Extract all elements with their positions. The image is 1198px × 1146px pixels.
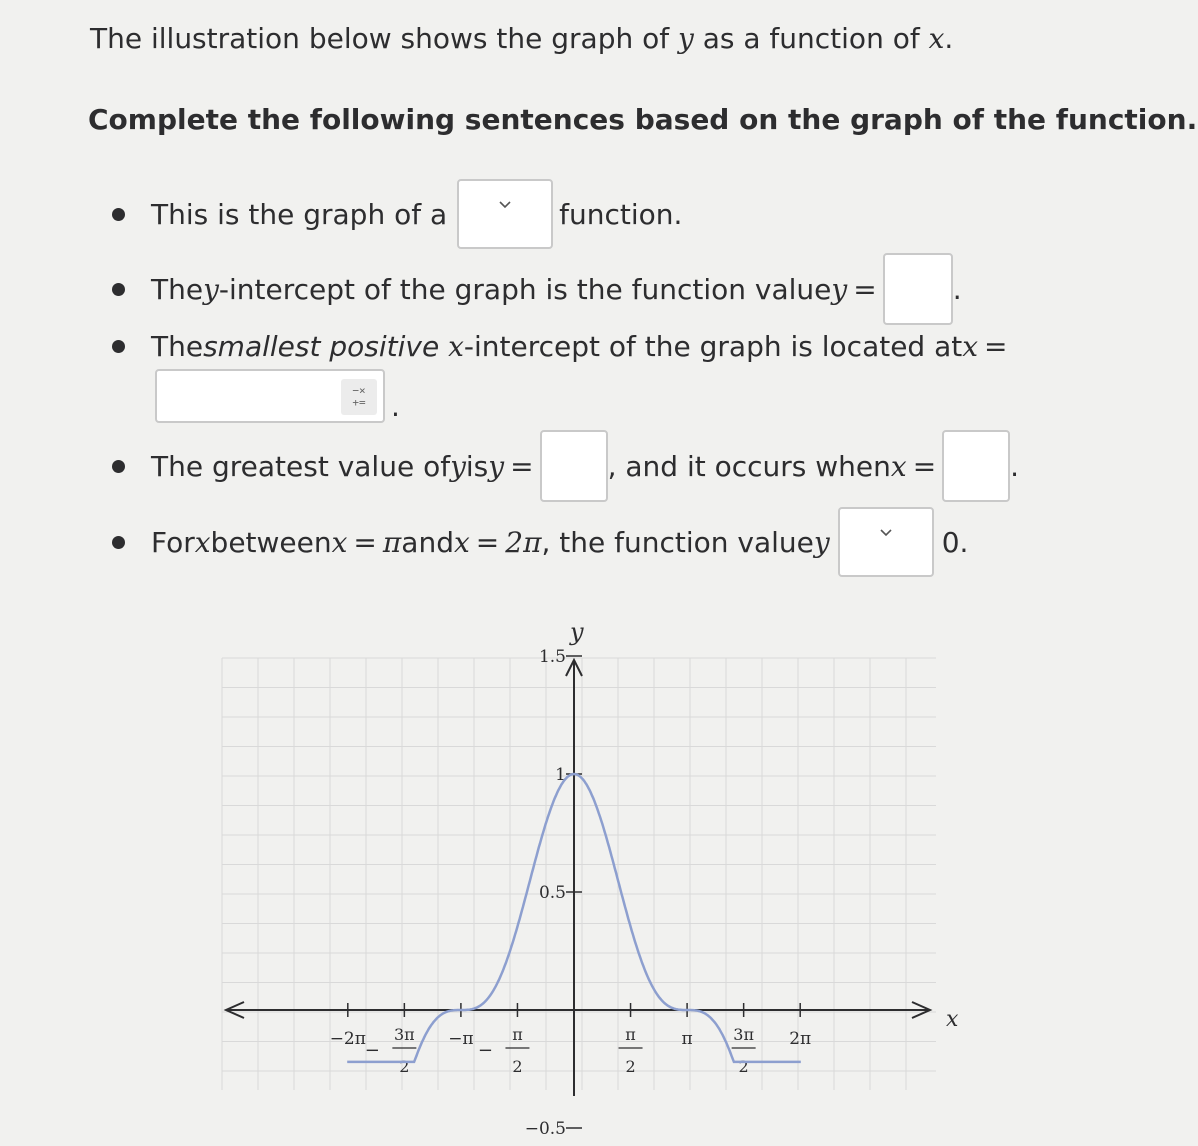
y-axis-label: y (570, 618, 584, 646)
equals-sign: = (912, 449, 937, 483)
y-tick-label: 1 (555, 765, 566, 785)
keypad-icon-symbols: += (352, 396, 366, 409)
sentence-text: is (465, 449, 489, 483)
sentence-text: . (1010, 449, 1020, 483)
instructions: Complete the following sentences based on the graph of the function. (88, 103, 1198, 136)
max-location-input[interactable] (942, 430, 1010, 502)
sentence-text: The (151, 329, 204, 363)
bullet (112, 283, 125, 296)
pi-symbol: π (382, 525, 402, 559)
sentence-text: The (151, 272, 204, 306)
keypad-icon-symbols: −× (352, 384, 366, 397)
bullet (112, 208, 125, 221)
sentence-text: function. (559, 197, 683, 231)
x-tick-label-numerator: π (512, 1025, 523, 1044)
y-tick-label: 0.5 (538, 883, 566, 903)
x-tick-label-sign: − (477, 1040, 493, 1061)
y-symbol: y (831, 272, 848, 306)
x-symbol: x (448, 329, 464, 363)
sentence-text: , and it occurs when (607, 449, 891, 483)
grid (222, 658, 936, 1090)
intro-text: as a function of (693, 22, 929, 55)
x-tick-label-numerator: 3π (733, 1025, 754, 1044)
sentence-max-value (112, 428, 1019, 504)
equals-sign: = (353, 525, 377, 559)
function-graph (0, 600, 1198, 1146)
sentence-text: . (391, 390, 400, 423)
sentence-text: -intercept of the graph is the function value (218, 272, 832, 306)
y-tick-label: −0.5 (524, 1119, 566, 1139)
sentence-x-intercept (112, 326, 1014, 366)
y-symbol: y (203, 272, 219, 306)
sentence-function-type (112, 178, 682, 250)
x-tick-label: −π (448, 1029, 474, 1049)
y-symbol: y (450, 449, 466, 483)
chevron-down-icon (499, 199, 511, 211)
equals-sign: = (984, 329, 1008, 363)
chevron-down-icon (880, 527, 892, 539)
intro-text: The illustration below shows the graph of (90, 22, 678, 55)
sentence-text: This is the graph of a (151, 197, 448, 231)
sentence-text: , the function value (541, 525, 814, 559)
x-tick-label: 2π (789, 1029, 812, 1049)
x-tick-label-numerator: 3π (394, 1025, 415, 1044)
sentence-text: For (151, 525, 195, 559)
bullet (112, 460, 125, 473)
y-symbol: y (813, 525, 830, 559)
y-symbol: y (488, 449, 505, 483)
x-symbol: x (962, 329, 979, 363)
sentence-text: 0. (941, 525, 969, 559)
x-symbol: x (453, 525, 470, 559)
comparison-dropdown[interactable] (838, 507, 934, 577)
intro-x-symbol: x (928, 22, 945, 55)
x-tick-label-denominator: 2 (738, 1057, 749, 1076)
max-value-input[interactable] (540, 430, 608, 502)
x-symbol: x (194, 525, 211, 559)
emphasis-text: smallest positive (203, 329, 440, 363)
sentence-y-intercept (112, 252, 962, 326)
sentence-text: between (210, 525, 332, 559)
equals-sign: = (510, 449, 534, 483)
y-tick-label: 1.5 (538, 647, 566, 667)
math-keypad-icon[interactable] (341, 379, 377, 415)
sentence-text: . (952, 272, 962, 306)
x-tick-label-denominator: 2 (399, 1057, 410, 1076)
equals-sign: = (475, 525, 500, 559)
x-tick-label-sign: − (364, 1040, 380, 1061)
y-intercept-input[interactable] (883, 253, 953, 325)
sentence-text: -intercept of the graph is located at (463, 329, 963, 363)
x-symbol: x (331, 525, 348, 559)
x-tick-label-denominator: 2 (512, 1057, 523, 1076)
sentence-sign (112, 506, 968, 578)
x-tick-label: −2π (329, 1029, 366, 1049)
function-type-dropdown[interactable] (457, 179, 553, 249)
x-tick-label-denominator: 2 (625, 1057, 636, 1076)
intro-text: . (944, 22, 954, 55)
x-intercept-input[interactable] (155, 369, 385, 423)
sentence-text: The greatest value of (151, 449, 451, 483)
sentence-text: and (401, 525, 454, 559)
x-tick-label: π (681, 1029, 693, 1049)
intro-y-symbol: y (678, 22, 694, 55)
intro-line-1 (90, 22, 953, 55)
x-symbol: x (890, 449, 907, 483)
two-pi-symbol: 2π (505, 525, 542, 559)
bullet (112, 536, 125, 549)
x-tick-label-numerator: π (625, 1025, 636, 1044)
x-axis-label: x (946, 1007, 959, 1032)
x-intercept-answer (155, 369, 400, 423)
equals-sign: = (853, 272, 877, 306)
bullet (112, 340, 125, 353)
